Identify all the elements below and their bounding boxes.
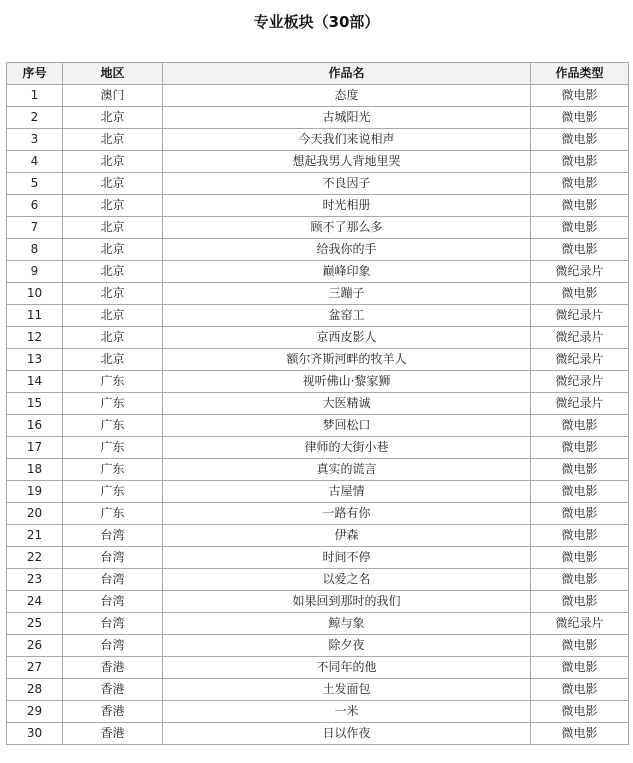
cell-title: 律师的大街小巷 [163,437,531,459]
cell-type: 微电影 [531,591,629,613]
table-row [7,657,629,679]
cell-type: 微纪录片 [531,349,629,371]
table-row [7,195,629,217]
table-row [7,107,629,129]
cell-title: 巅峰印象 [163,261,531,283]
cell-index: 21 [7,525,63,547]
table-row [7,547,629,569]
cell-region: 香港 [63,701,163,723]
cell-index: 16 [7,415,63,437]
cell-index: 7 [7,217,63,239]
cell-title: 伊森 [163,525,531,547]
table-row [7,591,629,613]
cell-region: 台湾 [63,569,163,591]
cell-title: 不良因子 [163,173,531,195]
table-header-row [7,63,629,85]
cell-index: 20 [7,503,63,525]
cell-type: 微电影 [531,525,629,547]
cell-index: 29 [7,701,63,723]
cell-index: 2 [7,107,63,129]
cell-title: 以爱之名 [163,569,531,591]
cell-type: 微电影 [531,635,629,657]
table-row [7,85,629,107]
table-row [7,129,629,151]
cell-type: 微电影 [531,173,629,195]
cell-title: 想起我男人背地里哭 [163,151,531,173]
page-title: 专业板块（30部） [253,13,380,31]
column-header-title: 作品名 [163,63,531,85]
cell-index: 4 [7,151,63,173]
cell-title: 除夕夜 [163,635,531,657]
cell-region: 北京 [63,305,163,327]
table-row [7,283,629,305]
cell-region: 台湾 [63,635,163,657]
table-row [7,723,629,745]
cell-type: 微电影 [531,151,629,173]
cell-type: 微电影 [531,679,629,701]
table-body [7,85,629,745]
cell-type: 微电影 [531,415,629,437]
cell-title: 盆窑工 [163,305,531,327]
table-row [7,151,629,173]
cell-title: 梦回松口 [163,415,531,437]
cell-title: 日以作夜 [163,723,531,745]
cell-region: 北京 [63,261,163,283]
cell-region: 北京 [63,173,163,195]
cell-region: 广东 [63,437,163,459]
cell-title: 视听佛山·黎家狮 [163,371,531,393]
cell-region: 台湾 [63,591,163,613]
cell-index: 3 [7,129,63,151]
cell-title: 时光相册 [163,195,531,217]
cell-region: 广东 [63,481,163,503]
cell-title: 古屋情 [163,481,531,503]
cell-region: 北京 [63,327,163,349]
cell-index: 17 [7,437,63,459]
cell-type: 微电影 [531,569,629,591]
cell-region: 北京 [63,129,163,151]
cell-region: 北京 [63,349,163,371]
cell-type: 微电影 [531,217,629,239]
cell-region: 香港 [63,657,163,679]
table-row [7,503,629,525]
cell-title: 京西皮影人 [163,327,531,349]
cell-index: 12 [7,327,63,349]
cell-type: 微电影 [531,437,629,459]
cell-type: 微电影 [531,239,629,261]
cell-type: 微电影 [531,129,629,151]
cell-index: 13 [7,349,63,371]
cell-index: 5 [7,173,63,195]
cell-region: 台湾 [63,613,163,635]
cell-index: 10 [7,283,63,305]
cell-index: 24 [7,591,63,613]
cell-type: 微纪录片 [531,327,629,349]
cell-type: 微电影 [531,547,629,569]
table-row [7,613,629,635]
cell-region: 香港 [63,723,163,745]
table-row [7,217,629,239]
cell-region: 广东 [63,415,163,437]
cell-title: 顾不了那么多 [163,217,531,239]
cell-region: 广东 [63,459,163,481]
table-row [7,481,629,503]
cell-region: 北京 [63,217,163,239]
table-row [7,569,629,591]
column-header-region: 地区 [63,63,163,85]
cell-type: 微电影 [531,481,629,503]
cell-index: 30 [7,723,63,745]
cell-title: 额尔齐斯河畔的牧羊人 [163,349,531,371]
cell-type: 微电影 [531,107,629,129]
cell-index: 1 [7,85,63,107]
cell-type: 微纪录片 [531,371,629,393]
table-row [7,459,629,481]
cell-index: 26 [7,635,63,657]
cell-index: 14 [7,371,63,393]
cell-type: 微纪录片 [531,305,629,327]
cell-title: 古城阳光 [163,107,531,129]
table-row [7,239,629,261]
table-row [7,525,629,547]
cell-title: 不同年的他 [163,657,531,679]
cell-title: 真实的谎言 [163,459,531,481]
table-row [7,305,629,327]
cell-region: 广东 [63,371,163,393]
cell-title: 土发面包 [163,679,531,701]
cell-type: 微电影 [531,283,629,305]
cell-index: 18 [7,459,63,481]
cell-type: 微电影 [531,503,629,525]
cell-region: 香港 [63,679,163,701]
cell-type: 微纪录片 [531,393,629,415]
cell-title: 三蹦子 [163,283,531,305]
table-row [7,415,629,437]
table-row [7,261,629,283]
table-row [7,701,629,723]
cell-type: 微电影 [531,701,629,723]
cell-title: 时间不停 [163,547,531,569]
cell-type: 微纪录片 [531,613,629,635]
cell-region: 台湾 [63,525,163,547]
table-row [7,349,629,371]
cell-region: 台湾 [63,547,163,569]
table-row [7,371,629,393]
cell-title: 给我你的手 [163,239,531,261]
cell-index: 23 [7,569,63,591]
table-row [7,327,629,349]
cell-title: 一米 [163,701,531,723]
cell-index: 15 [7,393,63,415]
cell-index: 19 [7,481,63,503]
column-header-index: 序号 [7,63,63,85]
cell-region: 北京 [63,107,163,129]
cell-title: 大医精诚 [163,393,531,415]
cell-index: 6 [7,195,63,217]
cell-type: 微电影 [531,195,629,217]
cell-region: 澳门 [63,85,163,107]
cell-region: 北京 [63,283,163,305]
table-row [7,437,629,459]
cell-type: 微电影 [531,459,629,481]
cell-region: 北京 [63,195,163,217]
cell-title: 一路有你 [163,503,531,525]
cell-title: 鲸与象 [163,613,531,635]
cell-type: 微电影 [531,85,629,107]
cell-title: 今天我们来说相声 [163,129,531,151]
column-header-type: 作品类型 [531,63,629,85]
cell-index: 8 [7,239,63,261]
cell-index: 27 [7,657,63,679]
cell-index: 11 [7,305,63,327]
cell-type: 微电影 [531,657,629,679]
table-row [7,173,629,195]
cell-title: 如果回到那时的我们 [163,591,531,613]
cell-index: 9 [7,261,63,283]
table-row [7,679,629,701]
cell-index: 28 [7,679,63,701]
table-row [7,635,629,657]
cell-region: 广东 [63,503,163,525]
cell-title: 态度 [163,85,531,107]
works-table [6,62,629,745]
cell-region: 北京 [63,151,163,173]
cell-type: 微电影 [531,723,629,745]
cell-index: 25 [7,613,63,635]
table-row [7,393,629,415]
cell-region: 北京 [63,239,163,261]
cell-region: 广东 [63,393,163,415]
cell-type: 微纪录片 [531,261,629,283]
cell-index: 22 [7,547,63,569]
